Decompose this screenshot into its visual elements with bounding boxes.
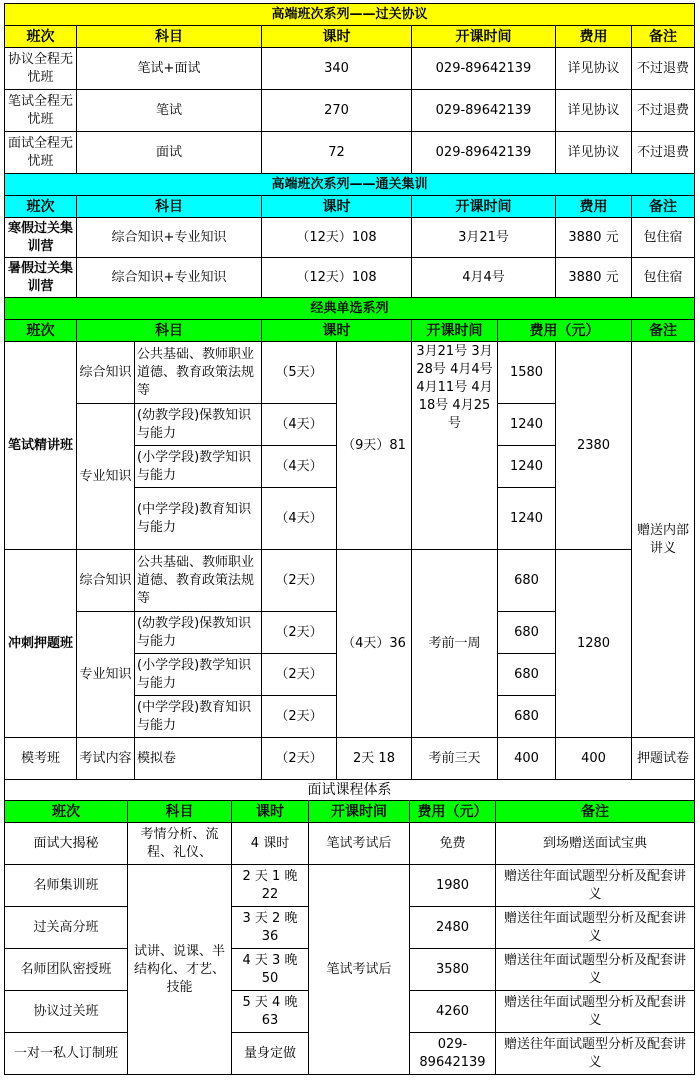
table-row bbox=[5, 48, 695, 90]
subject: 面试 bbox=[77, 132, 262, 174]
fee: 680 bbox=[498, 654, 556, 696]
class-name: 笔试精讲班 bbox=[5, 342, 77, 550]
section-title-classic: 经典单选系列 bbox=[5, 298, 695, 320]
start-time: 029-89642139 bbox=[412, 48, 556, 90]
header-subject: 科目 bbox=[128, 801, 232, 823]
total-fee: 2380 bbox=[556, 342, 632, 550]
subject: 试讲、说课、半结构化、才艺、技能 bbox=[128, 865, 232, 1075]
days: （4天） bbox=[262, 446, 337, 488]
fee: 680 bbox=[498, 612, 556, 654]
fee: 1980 bbox=[410, 865, 496, 907]
days: （2天） bbox=[262, 550, 337, 612]
table-row bbox=[5, 823, 695, 865]
fee: 680 bbox=[498, 696, 556, 738]
header-start: 开课时间 bbox=[309, 801, 410, 823]
subject: (幼教学段)保教知识与能力 bbox=[135, 612, 262, 654]
subject: 综合知识+专业知识 bbox=[77, 258, 262, 298]
section-title-agreement: 高端班次系列——过关协议 bbox=[5, 4, 695, 26]
fee: 详见协议 bbox=[556, 90, 632, 132]
table-row bbox=[5, 218, 695, 258]
fee: 3580 bbox=[410, 949, 496, 991]
total-hours: 2天 18 bbox=[337, 738, 412, 780]
course-table bbox=[4, 3, 695, 780]
header-subject: 科目 bbox=[77, 320, 262, 342]
category: 专业知识 bbox=[77, 404, 135, 550]
class-name: 名师集训班 bbox=[5, 865, 128, 907]
note: 赠送往年面试题型分析及配套讲义 bbox=[496, 865, 695, 907]
hours: 340 bbox=[262, 48, 412, 90]
header-hours: 课时 bbox=[262, 26, 412, 48]
start-time: 考前三天 bbox=[412, 738, 498, 780]
header-subject: 科目 bbox=[77, 26, 262, 48]
category: 综合知识 bbox=[77, 550, 135, 612]
start-time: 029-89642139 bbox=[412, 90, 556, 132]
fee: 1240 bbox=[498, 488, 556, 550]
fee: 3880 元 bbox=[556, 218, 632, 258]
subject: 综合知识+专业知识 bbox=[77, 218, 262, 258]
hours: 72 bbox=[262, 132, 412, 174]
table-row bbox=[5, 342, 695, 404]
subject: (小学学段)教学知识与能力 bbox=[135, 654, 262, 696]
header-start: 开课时间 bbox=[412, 196, 556, 218]
days: （4天） bbox=[262, 404, 337, 446]
class-name: 模考班 bbox=[5, 738, 77, 780]
hours: 5 天 4 晚 63 bbox=[232, 991, 309, 1033]
subject: (小学学段)教学知识与能力 bbox=[135, 446, 262, 488]
subject: 考情分析、流程、礼仪、 bbox=[128, 823, 232, 865]
hours: 270 bbox=[262, 90, 412, 132]
header-class: 班次 bbox=[5, 26, 77, 48]
header-hours: 课时 bbox=[232, 801, 309, 823]
fee: 详见协议 bbox=[556, 132, 632, 174]
class-name: 协议全程无忧班 bbox=[5, 48, 77, 90]
header-note: 备注 bbox=[496, 801, 695, 823]
total-hours: （4天）36 bbox=[337, 550, 412, 738]
note: 不过退费 bbox=[632, 90, 695, 132]
days: （2天） bbox=[262, 696, 337, 738]
fee: 680 bbox=[498, 550, 556, 612]
hours: 2 天 1 晚 22 bbox=[232, 865, 309, 907]
days: （4天） bbox=[262, 488, 337, 550]
header-hours: 课时 bbox=[262, 320, 412, 342]
hours: 4 天 3 晚 50 bbox=[232, 949, 309, 991]
subject: 模拟卷 bbox=[135, 738, 262, 780]
header-hours: 课时 bbox=[262, 196, 412, 218]
subject: (中学学段)教育知识与能力 bbox=[135, 488, 262, 550]
total-hours: （9天）81 bbox=[337, 342, 412, 550]
hours: （12天）108 bbox=[262, 258, 412, 298]
header-start: 开课时间 bbox=[412, 26, 556, 48]
table-row bbox=[5, 550, 695, 612]
fee: 免费 bbox=[410, 823, 496, 865]
start-time: 3月21号 bbox=[412, 218, 556, 258]
subject: 笔试 bbox=[77, 90, 262, 132]
note: 不过退费 bbox=[632, 48, 695, 90]
category: 综合知识 bbox=[77, 342, 135, 404]
header-note: 备注 bbox=[632, 320, 695, 342]
table-row bbox=[5, 132, 695, 174]
section-title-interview: 面试课程体系 bbox=[5, 780, 695, 801]
class-name: 协议过关班 bbox=[5, 991, 128, 1033]
class-name: 冲刺押题班 bbox=[5, 550, 77, 738]
note: 到场赠送面试宝典 bbox=[496, 823, 695, 865]
class-name: 寒假过关集训营 bbox=[5, 218, 77, 258]
start-time: 4月4号 bbox=[412, 258, 556, 298]
note: 赠送往年面试题型分析及配套讲义 bbox=[496, 1033, 695, 1075]
header-fee: 费用（元） bbox=[410, 801, 496, 823]
header-class: 班次 bbox=[5, 320, 77, 342]
start-time: 考前一周 bbox=[412, 550, 498, 738]
hours: 4 课时 bbox=[232, 823, 309, 865]
start-time: 笔试考试后 bbox=[309, 823, 410, 865]
class-name: 面试大揭秘 bbox=[5, 823, 128, 865]
total-fee: 400 bbox=[556, 738, 632, 780]
note: 包住宿 bbox=[632, 258, 695, 298]
subject: (幼教学段)保教知识与能力 bbox=[135, 404, 262, 446]
note: 赠送内部讲义 bbox=[632, 342, 695, 738]
fee: 1580 bbox=[498, 342, 556, 404]
category: 专业知识 bbox=[77, 612, 135, 738]
category: 考试内容 bbox=[77, 738, 135, 780]
table-row bbox=[5, 865, 695, 907]
note: 不过退费 bbox=[632, 132, 695, 174]
days: （2天） bbox=[262, 612, 337, 654]
table-row bbox=[5, 90, 695, 132]
fee: 4260 bbox=[410, 991, 496, 1033]
subject: 笔试+面试 bbox=[77, 48, 262, 90]
header-class: 班次 bbox=[5, 801, 128, 823]
class-name: 暑假过关集训营 bbox=[5, 258, 77, 298]
table-row bbox=[5, 738, 695, 780]
header-class: 班次 bbox=[5, 196, 77, 218]
table-row bbox=[5, 258, 695, 298]
hours: 3 天 2 晚 36 bbox=[232, 907, 309, 949]
start-time: 029-89642139 bbox=[412, 132, 556, 174]
class-name: 面试全程无忧班 bbox=[5, 132, 77, 174]
fee: 详见协议 bbox=[556, 48, 632, 90]
class-name: 过关高分班 bbox=[5, 907, 128, 949]
fee: 029-89642139 bbox=[410, 1033, 496, 1075]
header-start: 开课时间 bbox=[412, 320, 498, 342]
interview-table bbox=[4, 779, 695, 1075]
class-name: 名师团队密授班 bbox=[5, 949, 128, 991]
days: （2天） bbox=[262, 738, 337, 780]
fee: 2480 bbox=[410, 907, 496, 949]
fee: 1240 bbox=[498, 446, 556, 488]
fee: 400 bbox=[498, 738, 556, 780]
header-fee: 费用 bbox=[556, 196, 632, 218]
note: 赠送往年面试题型分析及配套讲义 bbox=[496, 991, 695, 1033]
subject: (中学学段)教育知识与能力 bbox=[135, 696, 262, 738]
subject: 公共基础、教师职业道德、教育政策法规等 bbox=[135, 550, 262, 612]
header-note: 备注 bbox=[632, 196, 695, 218]
note: 包住宿 bbox=[632, 218, 695, 258]
subject: 公共基础、教师职业道德、教育政策法规等 bbox=[135, 342, 262, 404]
fee: 1240 bbox=[498, 404, 556, 446]
hours: （12天）108 bbox=[262, 218, 412, 258]
class-name: 一对一私人订制班 bbox=[5, 1033, 128, 1075]
days: （5天） bbox=[262, 342, 337, 404]
hours: 量身定做 bbox=[232, 1033, 309, 1075]
note: 押题试卷 bbox=[632, 738, 695, 780]
header-subject: 科目 bbox=[77, 196, 262, 218]
start-time: 笔试考试后 bbox=[309, 865, 410, 1075]
total-fee: 1280 bbox=[556, 550, 632, 738]
start-time: 3月21号 3月28号 4月4号 4月11号 4月18号 4月25号 bbox=[412, 342, 498, 550]
header-fee: 费用 bbox=[556, 26, 632, 48]
note: 赠送往年面试题型分析及配套讲义 bbox=[496, 949, 695, 991]
days: （2天） bbox=[262, 654, 337, 696]
header-fee: 费用（元） bbox=[498, 320, 632, 342]
section-title-training-camp: 高端班次系列——通关集训 bbox=[5, 174, 695, 196]
fee: 3880 元 bbox=[556, 258, 632, 298]
class-name: 笔试全程无忧班 bbox=[5, 90, 77, 132]
header-note: 备注 bbox=[632, 26, 695, 48]
note: 赠送往年面试题型分析及配套讲义 bbox=[496, 907, 695, 949]
